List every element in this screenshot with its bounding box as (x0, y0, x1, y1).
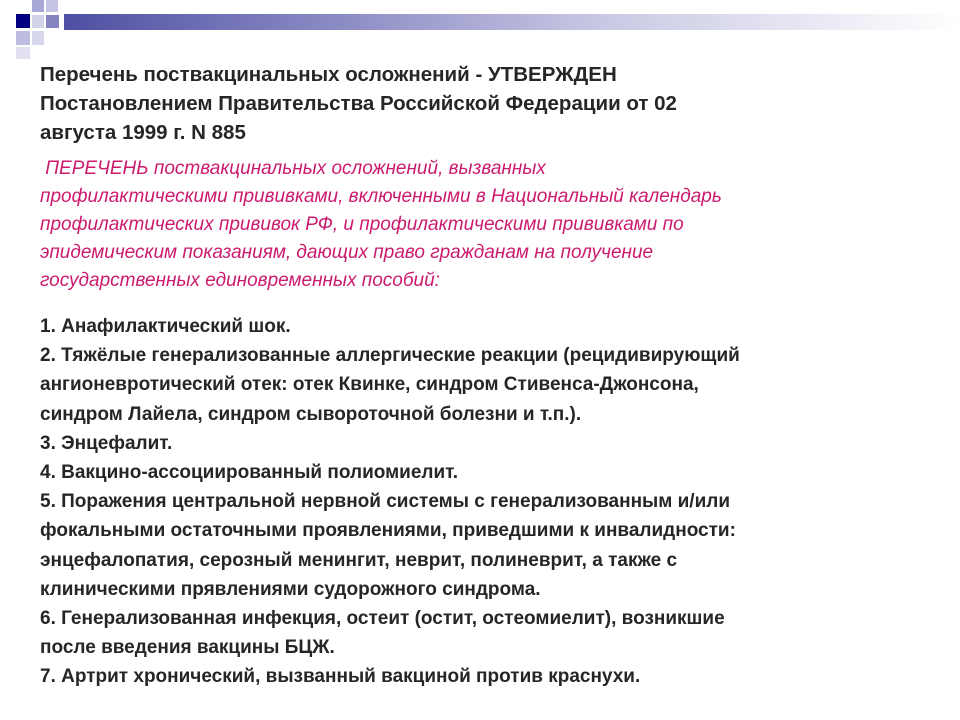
list-item: 2. Тяжёлые генерализованные аллергические реакции (рецидивирующий (40, 345, 740, 367)
decree-line: профилактическими прививками, включенными в Национальный календарь (40, 186, 722, 207)
corner-square-light (32, 15, 44, 28)
corner-square-mid (46, 15, 59, 28)
complications-list (40, 312, 940, 692)
decree-line: эпидемическим показаниям, дающих право гражданам на получение (40, 242, 654, 263)
header-gradient-band (64, 14, 960, 30)
heading-line: Постановлением Правительства Российской Федерации от 02 (40, 92, 677, 115)
decree-line: ПЕРЕЧЕНЬ поствакцинальных осложнений, вызванных (40, 158, 546, 179)
list-item: 6. Генерализованная инфекция, остеит (остит, остеомиелит), возникшие (40, 608, 725, 630)
decree-line: профилактических прививок РФ, и профилактическими прививками по (40, 214, 684, 235)
heading-line: августа 1999 г. N 885 (40, 121, 246, 144)
list-item: 3. Энцефалит. (40, 432, 173, 454)
corner-square-light (32, 31, 44, 45)
corner-square-dark (16, 14, 30, 28)
list-item: 5. Поражения центральной нервной системы с генерализованным и/или (40, 491, 730, 513)
list-item: клиническими прявлениями судорожного синдрома. (40, 578, 541, 600)
list-item: 1. Анафилактический шок. (40, 316, 291, 337)
list-item: после введения вакцины БЦЖ. (40, 637, 335, 659)
list-item: фокальными остаточными проявлениями, приведшими к инвалидности: (40, 520, 736, 542)
heading-line: Перечень поствакцинальных осложнений - УТВЕРЖДЕН (40, 63, 617, 86)
list-item: 7. Артрит хронический, вызванный вакциной против краснухи. (40, 666, 641, 688)
list-item: 4. Вакцино-ассоциированный полиомиелит. (40, 462, 459, 484)
list-item: ангионевротический отек: отек Квинке, синдром Стивенса-Джонсона, (40, 374, 699, 396)
list-item: энцефалопатия, серозный менингит, неврит, полиневрит, а также с (40, 549, 678, 571)
corner-square-light (32, 0, 44, 12)
list-item: синдром Лайела, синдром сывороточной болезни и т.п.). (40, 403, 582, 425)
corner-square-light (16, 31, 30, 45)
decree-line: государственных единовременных пособий: (40, 270, 440, 291)
corner-square-light (46, 0, 58, 12)
slide-heading (40, 60, 920, 147)
decree-title-block (40, 155, 920, 295)
corner-square-light (16, 47, 30, 59)
